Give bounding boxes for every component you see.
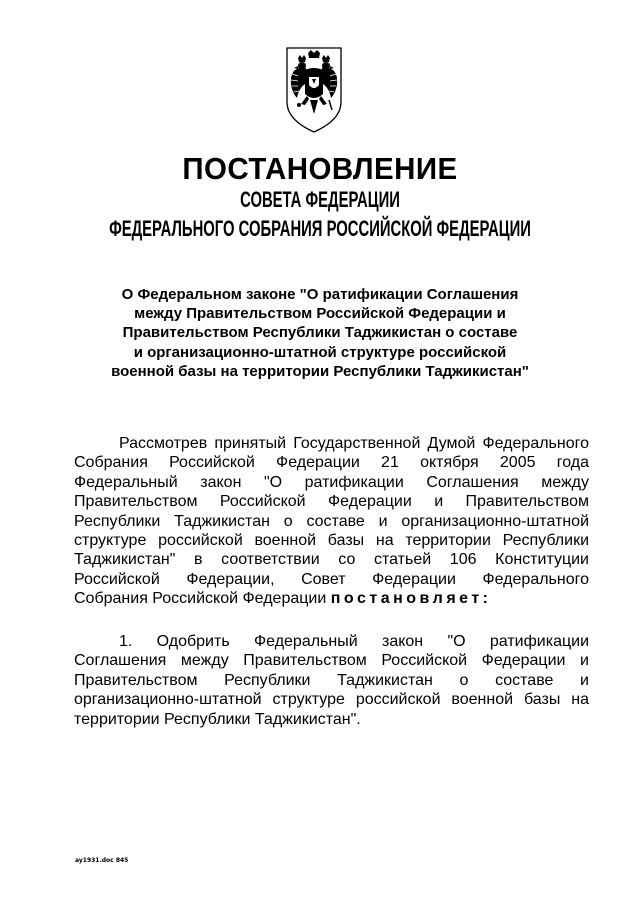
subject-line: между Правительством Российской Федерации и	[134, 305, 506, 323]
resolution-item-1	[74, 632, 589, 729]
subject-line: О Федеральном законе "О ратификации Соглашения	[121, 286, 519, 303]
paragraph-line: Рассмотрев принятый Государственной Думой Федерального	[119, 435, 589, 452]
paragraph-line: Российской Федерации, Совет Федерации Федерального	[74, 570, 589, 588]
document-title: ПОСТАНОВЛЕНИЕ	[182, 151, 458, 186]
paragraph-line: структуре российской военной базы на территории Республики	[74, 531, 589, 549]
issuing-body-line2: ФЕДЕРАЛЬНОГО СОБРАНИЯ РОССИЙСКОЙ ФЕДЕРАЦИИ	[109, 217, 531, 242]
paragraph-line: Собрания Российской Федерации 21 октября 2005 года	[74, 454, 589, 472]
paragraph-line: Собрания Российской Федерации	[74, 590, 327, 608]
resolves-keyword: постановляет:	[330, 590, 492, 608]
preamble-paragraph	[74, 434, 589, 609]
paragraph-line: Федеральный закон "О ратификации Соглашения между	[74, 473, 589, 491]
paragraph-line: Правительством Российской Федерации и Правительством	[74, 493, 589, 511]
file-reference-code: ay1931.doc 845	[75, 857, 129, 864]
paragraph-line: Таджикистан" в соответствии со статьей 106 Конституции	[74, 551, 589, 569]
subject-line: и организационно-штатной структуре российской	[133, 343, 507, 361]
paragraph-line: организационно-штатной структуре российской военной базы на	[74, 691, 589, 709]
paragraph-line: территории Республики Таджикистан".	[74, 710, 361, 728]
paragraph-line: Соглашения между Правительством Российской Федерации и	[74, 652, 589, 670]
document-subject	[0, 285, 640, 381]
paragraph-line: Республики Таджикистан о составе и организационно-штатной	[74, 512, 589, 530]
paragraph-line: 1. Одобрить Федеральный закон "О ратификации	[119, 633, 589, 650]
paragraph-line-final	[74, 589, 589, 608]
subject-line: Правительством Республики Таджикистан о составе	[122, 324, 518, 342]
subject-line: военной базы на территории Республики Таджикистан"	[111, 362, 529, 380]
double-headed-eagle-emblem-icon	[283, 44, 345, 136]
paragraph-line: Правительством Республики Таджикистан о составе и	[74, 671, 589, 689]
issuing-body-line1: СОВЕТА ФЕДЕРАЦИИ	[240, 188, 400, 213]
